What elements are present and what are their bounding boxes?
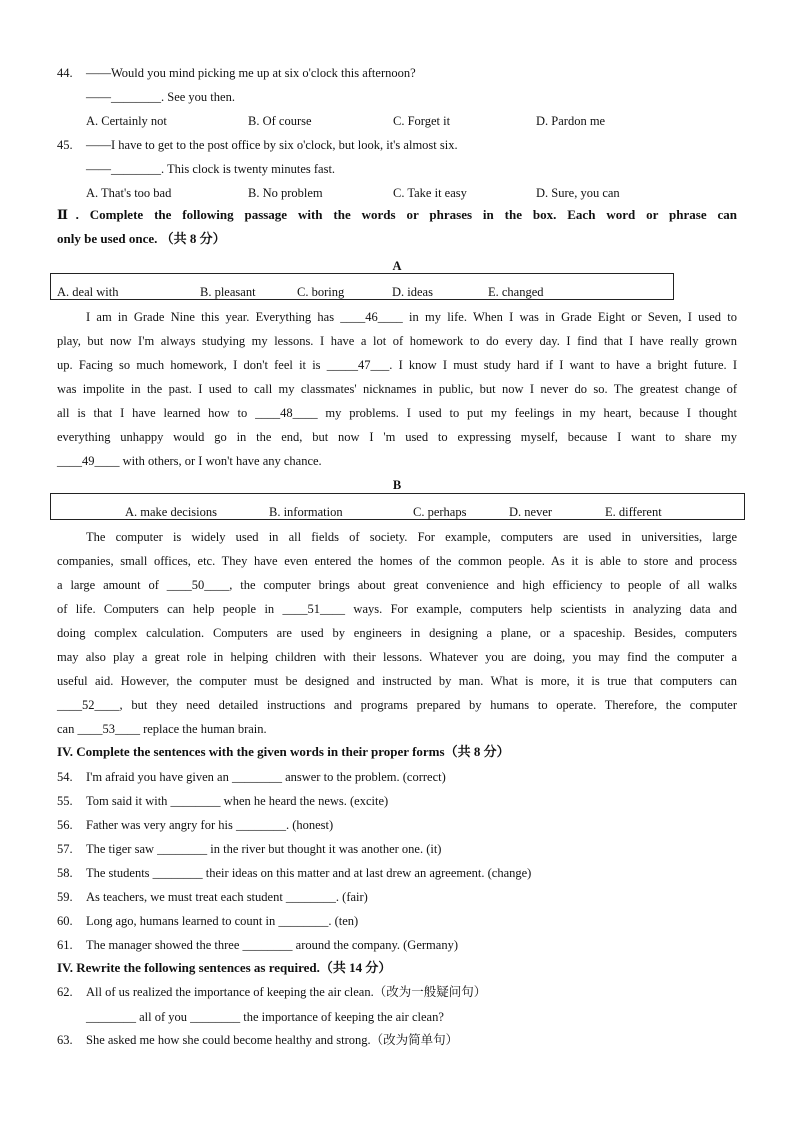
word-option: E. different	[605, 505, 662, 519]
passage-line: play, but now I'm always studying my lessons. I have a lot of homework to do every day. I find that I have really grown	[57, 334, 737, 348]
answer-line: ________ all of you ________ the importance of keeping the air clean?	[86, 1010, 444, 1024]
item-number: 63.	[57, 1033, 73, 1047]
box-a-label: A	[392, 259, 402, 273]
box-b-label: B	[392, 478, 402, 492]
passage-line: ____52____, but they need detailed instructions and programs prepared by humans to operate. Therefore, the computer	[57, 698, 737, 712]
section-2-heading	[57, 207, 737, 247]
passage-b	[57, 525, 737, 741]
item-text: The tiger saw ________ in the river but thought it was another one. (it)	[86, 842, 442, 856]
item-number: 57.	[57, 842, 73, 856]
option-d[interactable]: D. Pardon me	[536, 114, 606, 128]
passage-line: I am in Grade Nine this year. Everything has ____46____ in my life. When I was in Grade Eight or Seven, I used to	[86, 310, 737, 324]
question-text: ——I have to get to the post office by six o'clock, but look, it's almost six.	[86, 138, 458, 152]
passage-line: was impolite in the past. I used to call my classmates' nicknames in public, but now I never do so. The greatest change of	[57, 382, 737, 396]
item-text: All of us realized the importance of keeping the air clean.（改为一般疑问句）	[86, 985, 487, 999]
item-text: As teachers, we must treat each student ________. (fair)	[86, 890, 368, 904]
option-d[interactable]: D. Sure, you can	[536, 186, 620, 200]
item-text: Long ago, humans learned to count in ________. (ten)	[86, 914, 359, 928]
question-number: 45.	[57, 138, 73, 152]
section-2-line-2: only be used once. （共 8 分）	[57, 231, 226, 246]
passage-line: ____49____ with others, or I won't have any chance.	[57, 454, 322, 468]
item-text: Tom said it with ________ when he heard the news. (excite)	[86, 794, 389, 808]
item-text: The manager showed the three ________ around the company. (Germany)	[86, 938, 458, 952]
passage-line: The computer is widely used in all fields of society. For example, computers are used in universities, large	[86, 530, 737, 544]
passage-line: everything unhappy would go in the end, but now I 'm used to expressing myself, because I want to share my	[57, 430, 737, 444]
question-text: ——Would you mind picking me up at six o'clock this afternoon?	[86, 66, 416, 80]
item-number: 59.	[57, 890, 73, 904]
word-option: B. information	[269, 505, 343, 519]
passage-line: useful aid. However, the computer must be designed and instructed by man. What is more, it is true that computers can	[57, 674, 737, 688]
item-text: The students ________ their ideas on this matter and at last drew an agreement. (change)	[86, 866, 532, 880]
passage-line: a large amount of ____50____, the computer brings about great convenience and high efficiency to people of all walks	[57, 578, 737, 592]
word-box-b	[50, 493, 745, 520]
item-number: 60.	[57, 914, 73, 928]
item-text: She asked me how she could become healthy and strong.（改为简单句）	[86, 1033, 459, 1047]
word-option: C. perhaps	[413, 505, 467, 519]
section-4b-heading: IV. Rewrite the following sentences as required.（共 14 分）	[57, 960, 392, 975]
item-number: 58.	[57, 866, 73, 880]
passage-a	[57, 305, 737, 473]
option-a[interactable]: A. Certainly not	[86, 114, 167, 128]
option-c[interactable]: C. Forget it	[393, 114, 451, 128]
word-option: E. changed	[488, 285, 544, 299]
passage-line: can ____53____ replace the human brain.	[57, 722, 267, 736]
item-text: I'm afraid you have given an ________ answer to the problem. (correct)	[86, 770, 446, 784]
item-text: Father was very angry for his ________. (honest)	[86, 818, 334, 832]
passage-line: doing complex calculation. Computers are used by engineers in designing a plane, or a spaceship. Besides, computers	[57, 626, 737, 640]
question-number: 44.	[57, 66, 73, 80]
option-b[interactable]: B. No problem	[248, 186, 323, 200]
item-number: 56.	[57, 818, 73, 832]
word-option: B. pleasant	[200, 285, 256, 299]
item-number: 54.	[57, 770, 73, 784]
word-option: D. never	[509, 505, 553, 519]
option-a[interactable]: A. That's too bad	[86, 186, 172, 200]
section-4a-heading: IV. Complete the sentences with the given words in their proper forms（共 8 分）	[57, 744, 510, 759]
item-number: 61.	[57, 938, 73, 952]
word-option: A. deal with	[57, 285, 119, 299]
passage-line: up. Facing so much homework, I don't feel it is _____47___. I know I must study hard if I want to have a bright future. I	[57, 358, 737, 372]
passage-line: all is that I have learned how to ____48____ my problems. I used to put my feelings in my heart, because I thought	[57, 406, 737, 420]
passage-line: companies, small offices, etc. They have even entered the homes of the common people. As it is able to store and process	[57, 554, 737, 568]
passage-line: may also play a great role in helping children with their lessons. Whatever you are doing, you may find the computer a	[57, 650, 737, 664]
word-box-a	[50, 273, 674, 300]
option-c[interactable]: C. Take it easy	[393, 186, 467, 200]
answer-line: ——________. This clock is twenty minutes fast.	[86, 162, 336, 176]
word-option: A. make decisions	[125, 505, 217, 519]
word-option: D. ideas	[392, 285, 433, 299]
item-number: 62.	[57, 985, 73, 999]
section-2-line-1: Ⅱ. Complete the following passage with the words or phrases in the box. Each word or phrase can	[57, 207, 737, 222]
word-option: C. boring	[297, 285, 345, 299]
item-number: 55.	[57, 794, 73, 808]
answer-line: ——________. See you then.	[86, 90, 235, 104]
option-b[interactable]: B. Of course	[248, 114, 312, 128]
passage-line: of life. Computers can help people in ____51____ ways. For example, computers help scientists in analyzing data and	[57, 602, 737, 616]
